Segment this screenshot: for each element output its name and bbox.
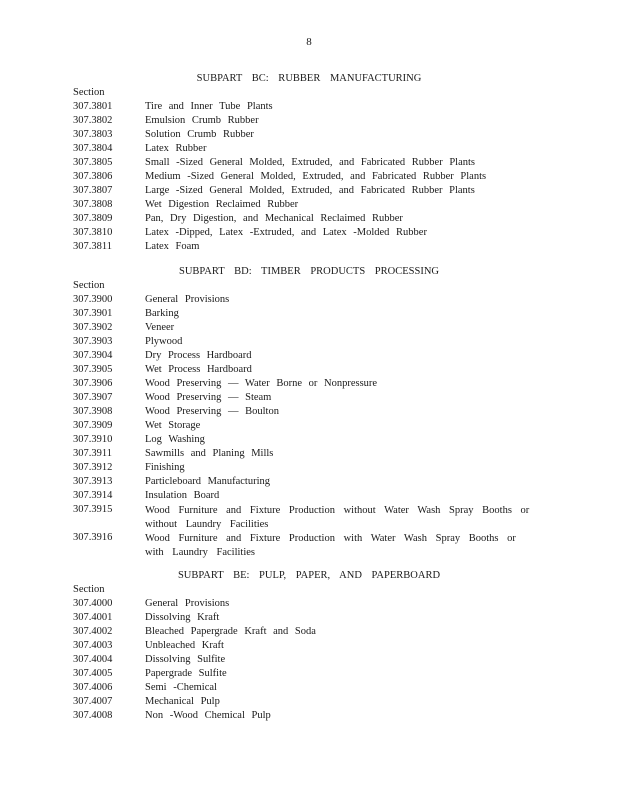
section-number: 307.4001	[73, 612, 113, 623]
section-title: Latex Foam	[145, 241, 200, 252]
section-row	[73, 213, 543, 227]
section-title: Particleboard Manufacturing	[145, 476, 270, 487]
section-number: 307.4004	[73, 654, 113, 665]
page-number: 8	[306, 36, 312, 48]
section-number: 307.3905	[73, 364, 113, 375]
section-title: Non -Wood Chemical Pulp	[145, 710, 271, 721]
section-number: 307.3916	[73, 532, 113, 543]
section-number: 307.4002	[73, 626, 113, 637]
section-number: 307.3808	[73, 199, 113, 210]
section-number: 307.3909	[73, 420, 113, 431]
section-title: Log Washing	[145, 434, 205, 445]
section-number: 307.3809	[73, 213, 113, 224]
section-number: 307.4006	[73, 682, 113, 693]
section-row	[73, 350, 543, 364]
section-number: 307.3904	[73, 350, 113, 361]
section-title: Latex Rubber	[145, 143, 207, 154]
section-row	[73, 336, 543, 350]
section-row	[73, 626, 543, 640]
section-title: Large -Sized General Molded, Extruded, and Fabricated Rubber Plants	[145, 185, 475, 196]
section-number: 307.3802	[73, 115, 113, 126]
section-number: 307.3902	[73, 322, 113, 333]
section-number: 307.3912	[73, 462, 113, 473]
section-row	[73, 710, 543, 724]
section-title: General Provisions	[145, 294, 230, 305]
section-title: Bleached Papergrade Kraft and Soda	[145, 626, 316, 637]
section-row	[73, 294, 543, 308]
section-row	[73, 654, 543, 668]
section-row	[73, 490, 543, 504]
section-title: Veneer	[145, 322, 175, 333]
section-title: Dissolving Kraft	[145, 612, 220, 623]
section-number: 307.3910	[73, 434, 113, 445]
section-row	[73, 598, 543, 612]
section-number: 307.3907	[73, 392, 113, 403]
section-row	[73, 696, 543, 710]
section-title: Wet Digestion Reclaimed Rubber	[145, 199, 299, 210]
section-number: 307.3908	[73, 406, 113, 417]
section-number: 307.4003	[73, 640, 113, 651]
section-row	[73, 462, 543, 476]
section-row	[73, 392, 543, 406]
section-number: 307.3806	[73, 171, 113, 182]
section-number: 307.3801	[73, 101, 113, 112]
section-row	[73, 448, 543, 462]
section-number: 307.3903	[73, 336, 113, 347]
section-title: Papergrade Sulfite	[145, 668, 227, 679]
section-title: Emulsion Crumb Rubber	[145, 115, 259, 126]
section-number: 307.3915	[73, 504, 113, 515]
section-row	[73, 157, 543, 171]
section-title: Pan, Dry Digestion, and Mechanical Reclaimed Rubber	[145, 213, 403, 224]
section-row	[73, 115, 543, 129]
section-number: 307.3804	[73, 143, 113, 154]
section-title: Wet Process Hardboard	[145, 364, 252, 375]
section-number: 307.3805	[73, 157, 113, 168]
section-row	[73, 308, 543, 322]
section-title: Mechanical Pulp	[145, 696, 220, 707]
section-row	[73, 185, 543, 199]
section-title: Plywood	[145, 336, 183, 347]
section-row	[73, 476, 543, 490]
section-row	[73, 143, 543, 157]
section-title: Wet Storage	[145, 420, 201, 431]
section-number: 307.3914	[73, 490, 113, 501]
section-number: 307.3901	[73, 308, 113, 319]
section-title: General Provisions	[145, 598, 230, 609]
section-title: Latex -Dipped, Latex -Extruded, and Latex -Molded Rubber	[145, 227, 427, 238]
section-number: 307.3810	[73, 227, 113, 238]
section-row	[73, 682, 543, 696]
section-number: 307.4007	[73, 696, 113, 707]
section-row	[73, 378, 543, 392]
section-title: Solution Crumb Rubber	[145, 129, 254, 140]
section-number: 307.4000	[73, 598, 113, 609]
section-title: Sawmills and Planing Mills	[145, 448, 274, 459]
section-title: Unbleached Kraft	[145, 640, 224, 651]
section-title: Wood Preserving — Boulton	[145, 406, 279, 417]
section-row	[73, 668, 543, 682]
subpart-heading: SUBPART BD: TIMBER PRODUCTS PROCESSING	[179, 266, 439, 277]
section-title: Wood Furniture and Fixture Production without Water Wash Spray Booths or without Laundry Facilities	[145, 505, 530, 530]
subpart-heading: SUBPART BC: RUBBER MANUFACTURING	[196, 73, 422, 84]
section-number: 307.3811	[73, 241, 112, 252]
section-number: 307.3906	[73, 378, 113, 389]
subpart-heading: SUBPART BE: PULP, PAPER, AND PAPERBOARD	[177, 570, 441, 581]
section-label: Section	[73, 280, 105, 291]
section-number: 307.4005	[73, 668, 113, 679]
section-title: Finishing	[145, 462, 185, 473]
section-number: 307.3913	[73, 476, 113, 487]
section-number: 307.3911	[73, 448, 112, 459]
section-title: Wood Preserving — Steam	[145, 392, 272, 403]
section-row	[73, 406, 543, 420]
section-row	[73, 640, 543, 654]
section-number: 307.3807	[73, 185, 113, 196]
section-title: Wood Preserving — Water Borne or Nonpressure	[145, 378, 378, 389]
section-row	[73, 612, 543, 626]
section-label: Section	[73, 584, 105, 595]
section-title: Wood Furniture and Fixture Production with Water Wash Spray Booths or with Laundry Facilities	[145, 533, 516, 558]
section-title: Semi -Chemical	[145, 682, 217, 693]
section-row	[73, 129, 543, 143]
section-number: 307.4008	[73, 710, 113, 721]
section-number: 307.3803	[73, 129, 113, 140]
section-title: Medium -Sized General Molded, Extruded, and Fabricated Rubber Plants	[145, 171, 487, 182]
section-title: Dry Process Hardboard	[145, 350, 252, 361]
section-row	[73, 364, 543, 378]
section-row	[73, 227, 543, 241]
section-row	[73, 241, 543, 255]
section-row	[73, 199, 543, 213]
section-row	[73, 322, 543, 336]
section-title: Small -Sized General Molded, Extruded, and Fabricated Rubber Plants	[145, 157, 476, 168]
section-row	[73, 420, 543, 434]
section-title: Dissolving Sulfite	[145, 654, 226, 665]
section-title: Insulation Board	[145, 490, 220, 501]
section-title: Barking	[145, 308, 179, 319]
section-label: Section	[73, 87, 105, 98]
section-title: Tire and Inner Tube Plants	[145, 101, 273, 112]
section-row	[73, 171, 543, 185]
section-row	[73, 434, 543, 448]
section-row	[73, 101, 543, 115]
section-row	[73, 504, 543, 530]
section-number: 307.3900	[73, 294, 113, 305]
section-row	[73, 532, 543, 558]
